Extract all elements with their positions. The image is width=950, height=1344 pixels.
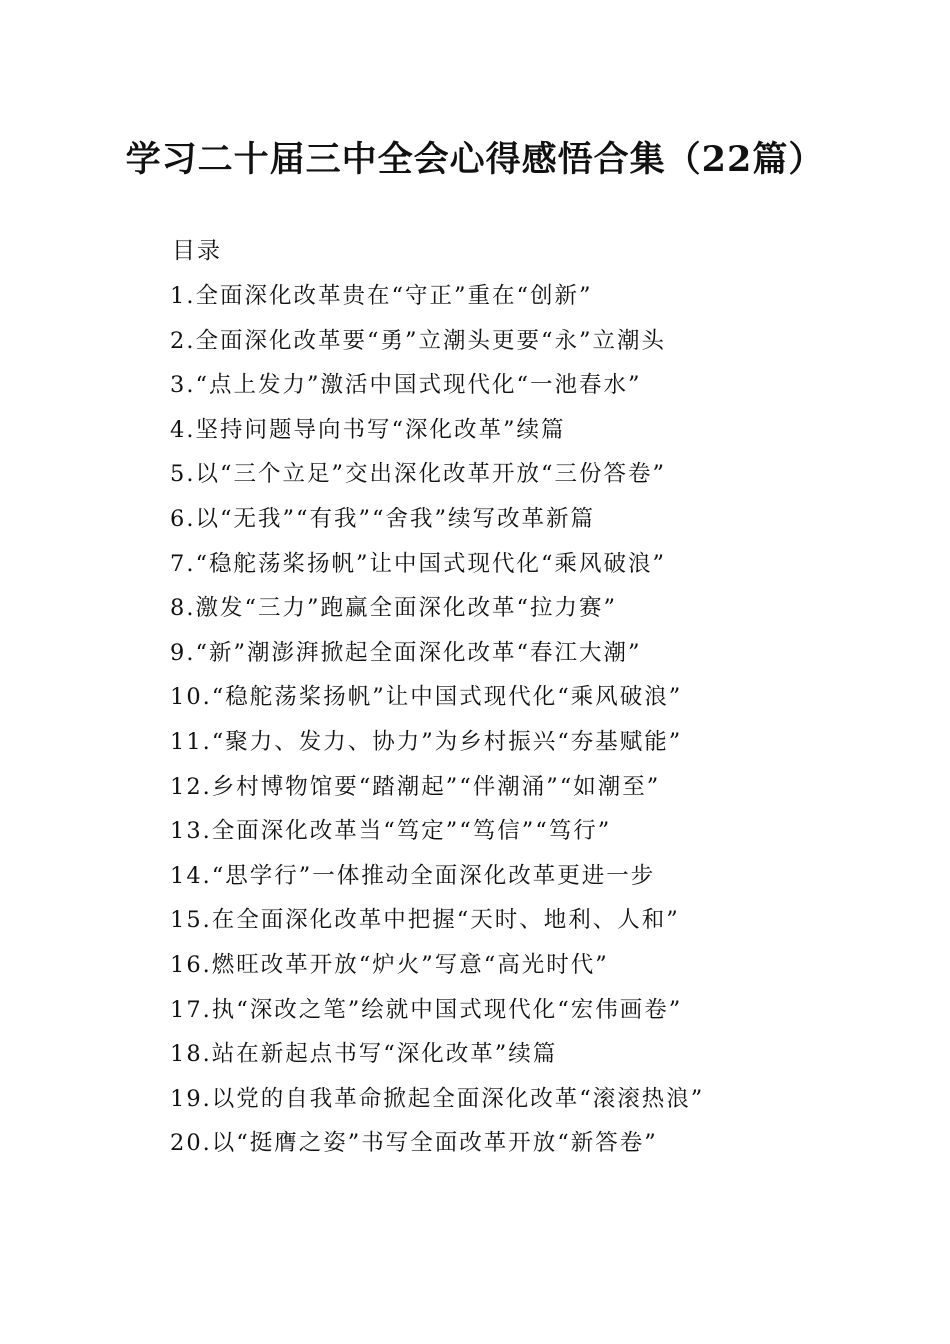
- toc-item-2: 2.全面深化改革要“勇”立潮头更要“永”立潮头: [170, 327, 666, 354]
- toc-item-9: 9.“新”潮澎湃掀起全面深化改革“春江大潮”: [170, 639, 642, 666]
- toc-item-6: 6.以“无我”“有我”“舍我”续写改革新篇: [170, 505, 595, 532]
- toc-list: [170, 279, 704, 1171]
- toc-item-7: 7.“稳舵荡桨扬帆”让中国式现代化“乘风破浪”: [170, 550, 666, 577]
- toc-item-19: 19.以党的自我革命掀起全面深化改革“滚滚热浪”: [170, 1085, 705, 1112]
- toc-item-10: 10.“稳舵荡桨扬帆”让中国式现代化“乘风破浪”: [170, 684, 683, 711]
- toc-item-18: 18.站在新起点书写“深化改革”续篇: [170, 1041, 558, 1068]
- toc-item-17: 17.执“深改之笔”绘就中国式现代化“宏伟画卷”: [170, 996, 683, 1023]
- toc-item-1: 1.全面深化改革贵在“守正”重在“创新”: [170, 283, 593, 309]
- toc-heading: 目录: [172, 238, 222, 264]
- toc-item-16: 16.燃旺改革开放“炉火”写意“高光时代”: [170, 951, 609, 978]
- document-title: 学习二十届三中全会心得感悟合集（22篇）: [125, 139, 825, 180]
- toc-item-8: 8.激发“三力”跑赢全面深化改革“拉力赛”: [170, 595, 617, 622]
- toc-item-15: 15.在全面深化改革中把握“天时、地利、人和”: [170, 907, 680, 934]
- toc-item-5: 5.以“三个立足”交出深化改革开放“三份答卷”: [170, 461, 666, 488]
- toc-item-3: 3.“点上发力”激活中国式现代化“一池春水”: [170, 372, 642, 399]
- toc-item-11: 11.“聚力、发力、协力”为乡村振兴“夯基赋能”: [170, 728, 683, 755]
- toc-item-14: 14.“思学行”一体推动全面深化改革更进一步: [170, 862, 656, 889]
- toc-item-12: 12.乡村博物馆要“踏潮起”“伴潮涌”“如潮至”: [170, 773, 661, 800]
- toc-item-4: 4.坚持问题导向书写“深化改革”续篇: [170, 416, 566, 443]
- toc-item-20: 20.以“挺膺之姿”书写全面改革开放“新答卷”: [170, 1130, 658, 1157]
- toc-item-13: 13.全面深化改革当“笃定”“笃信”“笃行”: [170, 818, 612, 845]
